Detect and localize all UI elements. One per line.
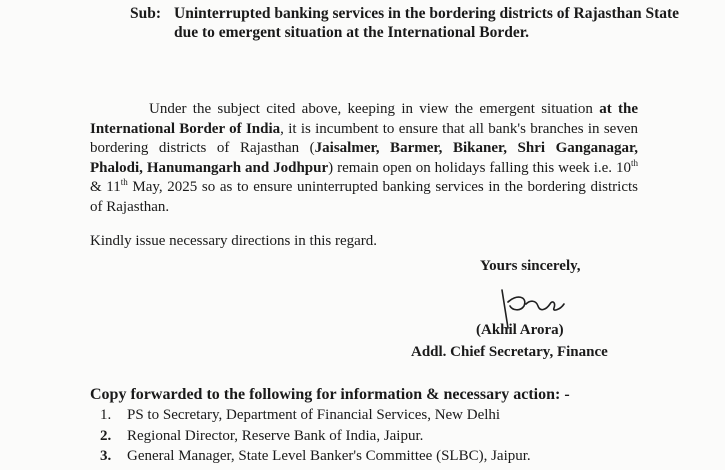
subject-line: [130, 4, 694, 42]
body-text-5: May, 2025 so as to ensure uninterrupted banking services in the bordering districts of Rajasthan.: [90, 179, 638, 215]
signatory-designation: Addl. Chief Secretary, Finance: [411, 344, 608, 360]
body-bold-1: at the International Border of India: [90, 101, 638, 137]
body-text-3: ) remain open on holidays falling this week i.e. 10: [328, 159, 631, 176]
subject-text: Uninterrupted banking services in the bordering districts of Rajasthan State due to emergent situation at the International Border.: [174, 5, 680, 41]
request-line: Kindly issue necessary directions in this regard.: [90, 233, 378, 249]
body-paragraph: [90, 100, 638, 217]
list-text: PS to Secretary, Department of Financial Services, New Delhi: [127, 407, 501, 423]
body-text-4: & 11: [90, 179, 121, 195]
body-text-1: Under the subject cited above, keeping in view the emergent situation: [149, 101, 600, 117]
signatory-name: (Akhil Arora): [476, 322, 564, 338]
superscript-2: th: [120, 177, 128, 187]
body-text-2: , it is incumbent to ensure that all bank's branches in seven bordering districts of Rajasthan (: [90, 120, 638, 156]
list-item: [100, 405, 660, 426]
list-text: General Manager, State Level Banker's Committee (SLBC), Jaipur.: [127, 448, 531, 464]
list-number: 1.: [100, 407, 112, 423]
list-item: [100, 426, 660, 447]
districts-list: Jaisalmer, Barmer, Bikaner, Shri Ganganagar, Phalodi, Hanumangarh and Jodhpur: [90, 140, 638, 176]
list-text: Regional Director, Reserve Bank of India, Jaipur.: [127, 427, 424, 444]
list-number: 2.: [100, 427, 112, 444]
superscript-1: th: [630, 157, 638, 168]
copy-forwarded-heading: Copy forwarded to the following for information & necessary action: -: [90, 386, 570, 403]
closing-salutation: Yours sincerely,: [480, 258, 581, 274]
list-number: 3.: [100, 448, 112, 464]
subject-label: Sub:: [130, 5, 162, 22]
list-item: [100, 446, 660, 467]
copy-list: [100, 405, 660, 467]
